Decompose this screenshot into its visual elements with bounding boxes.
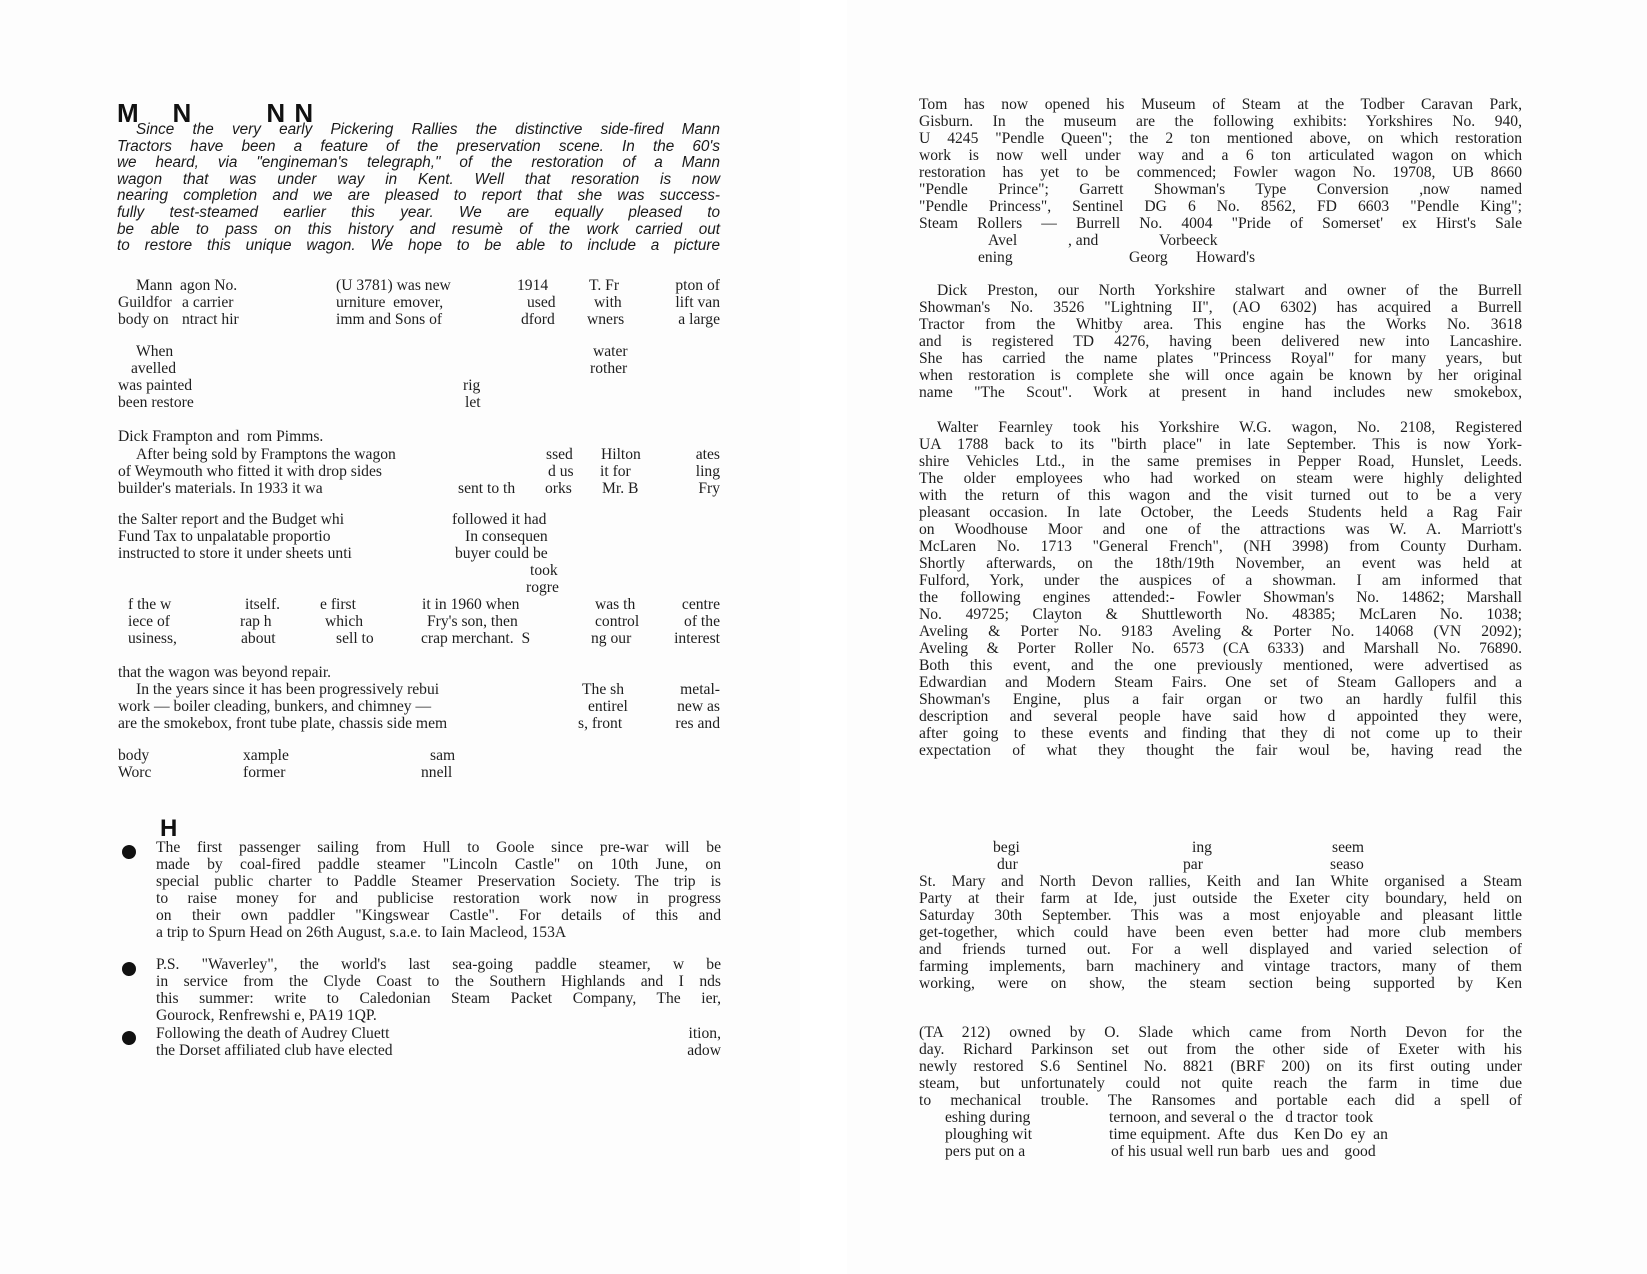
text-line: Walter Fearnley took his Yorkshire W.G. wagon, No. 2108, Registered bbox=[937, 419, 1522, 436]
fragment-text: about bbox=[241, 630, 276, 647]
fragment-text: a large bbox=[678, 311, 720, 328]
bullet-line: Gourock, Renfrewshi e, PA19 1QP. bbox=[156, 1007, 377, 1024]
fragment-text: d us bbox=[548, 463, 574, 480]
fragment-text: new as bbox=[677, 698, 720, 715]
text-line: Fulford, York, under the auspices of a showman. I am informed that bbox=[919, 572, 1522, 589]
text-line: working, were on show, the steam section being supported by Ken bbox=[919, 975, 1522, 992]
bullet-line: a trip to Spurn Head on 26th August, s.a.e. to Iain Macleod, 153A bbox=[156, 924, 567, 941]
fragment-text: dur bbox=[997, 856, 1018, 873]
text-line: work is now well under way and a 6 ton articulated wagon on which bbox=[919, 147, 1522, 164]
text-line: McLaren No. 1713 "General French", (NH 3998) from County Durham. bbox=[919, 538, 1522, 555]
intro-line: Since the very early Pickering Rallies the distinctive side-fired Mann bbox=[136, 121, 720, 138]
bullet-line: P.S. "Waverley", the world's last sea-going paddle steamer, w be bbox=[156, 956, 721, 973]
fragment-text: it in 1960 when bbox=[422, 596, 520, 613]
fragment-text: nnell bbox=[421, 764, 453, 781]
fragment-text: pers put on a bbox=[945, 1143, 1026, 1160]
fragment-text: pton of bbox=[675, 277, 720, 294]
fragment-text: of Weymouth who fitted it with drop sides bbox=[118, 463, 382, 480]
fragment-text: eshing during bbox=[945, 1109, 1031, 1126]
fragment-text: xample bbox=[243, 747, 289, 764]
fragment-text: followed it had bbox=[452, 511, 547, 528]
fragment-text: res and bbox=[675, 715, 720, 732]
fragment-text: water bbox=[593, 343, 628, 360]
fragment-text: avelled bbox=[131, 360, 177, 377]
intro-line: be able to pass on this history and resumè of the work carried out bbox=[117, 220, 720, 238]
text-line: She has carried the name plates "Princess Royal" for many years, but bbox=[919, 350, 1522, 367]
text-line: farming implements, barn machinery and vintage tractors, many of them bbox=[919, 958, 1522, 975]
fragment-text: (U 3781) was new bbox=[336, 277, 451, 294]
fragment-text: ng our bbox=[591, 630, 632, 647]
text-line: Showman's No. 3526 "Lightning II", (AO 6302) has acquired a Burrell bbox=[919, 299, 1522, 316]
fragment-text: The sh bbox=[582, 681, 625, 698]
text-line: Saturday 30th September. This was a most enjoyable and pleasant little bbox=[919, 907, 1522, 924]
fragment-text: begi bbox=[993, 839, 1020, 856]
fragment-text: body bbox=[118, 747, 150, 764]
fragment-text: ternoon, and several o the d tractor took bbox=[1109, 1109, 1374, 1126]
text-line: St. Mary and North Devon rallies, Keith and Ian White organised a Steam bbox=[919, 873, 1522, 890]
fragment-text: sell to bbox=[336, 630, 374, 647]
page-gutter bbox=[800, 0, 847, 1274]
fragment-text: Mr. B bbox=[602, 480, 639, 497]
text-line: The older employees who had worked on steam were highly delighted bbox=[919, 470, 1522, 487]
fragment-text: interest bbox=[674, 630, 720, 647]
fragment-text: In consequen bbox=[465, 528, 548, 545]
intro-paragraph bbox=[117, 122, 720, 255]
fragment-text: par bbox=[1183, 856, 1203, 873]
bullet-line: on their own paddler "Kingswear Castle". For details of this and bbox=[156, 907, 721, 924]
fragment-text: itself. bbox=[245, 596, 281, 613]
bullet-line: The first passenger sailing from Hull to Goole since pre-war will be bbox=[156, 839, 721, 856]
text-line: on Woodhouse Moor and one of the attractions was W. A. Marriott's bbox=[919, 521, 1522, 538]
fragment-text: crap merchant. S bbox=[421, 630, 531, 647]
bullet-line: ition, bbox=[688, 1025, 721, 1042]
fragment-text: agon No. bbox=[180, 277, 238, 294]
fragment-text: sam bbox=[430, 747, 456, 764]
fragment-text: usiness, bbox=[128, 630, 177, 647]
fragment-text: Fry bbox=[698, 480, 720, 497]
fragment-text: took bbox=[530, 562, 558, 579]
fragment-text: ening bbox=[978, 249, 1013, 266]
fragment-text: , and bbox=[1068, 232, 1099, 249]
intro-line: nearing completion and we are pleased to report that she was success- bbox=[117, 187, 720, 205]
fragment-text: rother bbox=[590, 360, 628, 377]
fragment-text: ssed bbox=[546, 446, 573, 463]
repair-line: that the wagon was beyond repair. bbox=[118, 664, 332, 681]
text-line: Showman's Engine, plus a fair organ or two an hardly fulfil this bbox=[919, 691, 1522, 708]
text-line: Dick Preston, our North Yorkshire stalwart and owner of the Burrell bbox=[937, 282, 1522, 299]
text-line: newly restored S.6 Sentinel No. 8821 (BRF 200) on its first outing under bbox=[919, 1058, 1522, 1075]
fragment-text: When bbox=[136, 343, 174, 360]
fragment-text: of his usual well run barb ues and good bbox=[1111, 1143, 1376, 1160]
text-line: "Pendle Prince"; Garrett Showman's Type Conversion ,now named bbox=[919, 181, 1522, 198]
fragment-text: with bbox=[594, 294, 622, 311]
text-line: to mechanical trouble. The Ransomes and portable each did a spell of bbox=[919, 1092, 1522, 1109]
article-heading: M N N N bbox=[117, 98, 315, 128]
fragment-text: f the w bbox=[128, 596, 172, 613]
fragment-text: Georg bbox=[1129, 249, 1168, 266]
bullet-icon bbox=[122, 962, 136, 976]
text-line: Aveling & Porter No. 9183 Aveling & Porter No. 14068 (VN 2092); bbox=[919, 623, 1522, 640]
text-line: with the return of this wagon and the visit turned out to be a very bbox=[919, 487, 1522, 504]
fragment-text: 1914 bbox=[517, 277, 549, 294]
fragment-text: entirel bbox=[588, 698, 628, 715]
fragment-text: orks bbox=[545, 480, 572, 497]
fragment-text: it for bbox=[600, 463, 631, 480]
fragment-text: seem bbox=[1332, 839, 1365, 856]
text-line: "Pendle Princess", Sentinel DG 6 No. 8562, FD 6603 "Pendle King"; bbox=[919, 198, 1522, 215]
fragment-text: builder's materials. In 1933 it wa bbox=[118, 480, 323, 497]
intro-line: fully test-steamed earlier this year. We are equally pleased to bbox=[117, 203, 720, 221]
section-heading: H bbox=[160, 815, 179, 842]
text-line: Tom has now opened his Museum of Steam at the Todber Caravan Park, bbox=[919, 96, 1522, 113]
text-line: and is registered TD 4276, having been delivered new into Lancashire. bbox=[919, 333, 1522, 350]
fragment-text: which bbox=[325, 613, 364, 630]
text-line: shire Vehicles Ltd., in the same premises in Pepper Road, Hunslet, Leeds. bbox=[919, 453, 1522, 470]
fragment-text: e first bbox=[320, 596, 356, 613]
bullet-line: made by coal-fired paddle steamer "Lincoln Castle" on 10th June, on bbox=[156, 856, 721, 873]
fragment-text: s, front bbox=[578, 715, 623, 732]
text-line: name "The Scout". Work at present in hand includes new smokebox, bbox=[919, 384, 1522, 401]
fragment-text: been restore bbox=[118, 394, 194, 411]
bullet-line: adow bbox=[687, 1042, 721, 1059]
fragment-text: was th bbox=[595, 596, 636, 613]
right-page bbox=[847, 0, 1647, 1274]
fragment-text: Mann bbox=[136, 277, 173, 294]
text-line: Steam Rollers — Burrell No. 4004 "Pride of Somerset' ex Hirst's Sale bbox=[919, 215, 1522, 232]
fragment-text: ntract hir bbox=[182, 311, 239, 328]
fragment-text: former bbox=[243, 764, 286, 781]
bullet-line: to raise money for and publicise restoration work now in progress bbox=[156, 890, 721, 907]
fragment-text: Fry's son, then bbox=[427, 613, 518, 630]
fragment-text: work — boiler cleading, bunkers, and chimney — bbox=[118, 698, 432, 715]
fragment-text: was painted bbox=[118, 377, 193, 394]
fragment-text: imm and Sons of bbox=[336, 311, 443, 328]
fragment-text: used bbox=[527, 294, 556, 311]
text-line: Gisburn. In the museum are the following exhibits: Yorkshires No. 940, bbox=[919, 113, 1522, 130]
bullet-line: in service from the Clyde Coast to the Southern Highlands and I nds bbox=[156, 973, 721, 990]
text-line: Aveling & Porter Roller No. 6573 (CA 6333) and Marshall No. 76890. bbox=[919, 640, 1522, 657]
fragment-text: ing bbox=[1192, 839, 1212, 856]
fragment-text: iece of bbox=[128, 613, 170, 630]
bullet-icon bbox=[122, 845, 136, 859]
fragment-text: Worc bbox=[118, 764, 152, 781]
text-line: U 4245 "Pendle Queen"; the 2 ton mentioned above, on which restoration bbox=[919, 130, 1522, 147]
text-line: get-together, which could have been even better had more club members bbox=[919, 924, 1522, 941]
fragment-text: T. Fr bbox=[589, 277, 620, 294]
text-line: the following engines attended:- Fowler Showman's No. 14862; Marshall bbox=[919, 589, 1522, 606]
text-line: Edwardian and Modern Steam Fairs. One set of Steam Gallopers and a bbox=[919, 674, 1522, 691]
fragment-text: centre bbox=[681, 596, 720, 613]
fragment-text: ates bbox=[695, 446, 720, 463]
text-line: day. Richard Parkinson set out from the other side of Exeter with his bbox=[919, 1041, 1522, 1058]
text-line: and friends turned out. For a well displayed and varied selection of bbox=[919, 941, 1522, 958]
fragment-text: rig bbox=[463, 377, 481, 394]
bullet-icon bbox=[122, 1031, 136, 1045]
text-line: after going to these events and finding that they di not come up to their bbox=[919, 725, 1522, 742]
bullet-line: the Dorset affiliated club have elected bbox=[156, 1042, 393, 1059]
fragment-text: metal- bbox=[680, 681, 720, 698]
fragment-text: control bbox=[595, 613, 640, 630]
bullet-line: this summer: write to Caledonian Steam Packet Company, The ier, bbox=[156, 990, 721, 1007]
fragment-text: of the bbox=[684, 613, 720, 630]
text-line: (TA 212) owned by O. Slade which came from North Devon for the bbox=[919, 1024, 1522, 1041]
text-line: pleasant occasion. In late October, the Leeds Students held a Rag Fair bbox=[919, 504, 1522, 521]
fragment-text: Fund Tax to unpalatable proportio bbox=[118, 528, 331, 545]
text-line: steam, but unfortunately could not quite reach the farm in time due bbox=[919, 1075, 1522, 1092]
fragment-text: ling bbox=[695, 463, 720, 480]
fragment-text: lift van bbox=[675, 294, 720, 311]
text-line: Tractor from the Whitby area. This engine has the Works No. 3618 bbox=[919, 316, 1522, 333]
frampton-line: Dick Frampton and rom Pimms. bbox=[118, 428, 324, 445]
fragment-text: a carrier bbox=[182, 294, 234, 311]
text-line: UA 1788 back to its "birth place" in late September. This is now York- bbox=[919, 436, 1522, 453]
intro-line: we heard, via "engineman's telegraph," of the restoration of a Mann bbox=[117, 154, 720, 172]
fragment-text: dford bbox=[521, 311, 555, 328]
text-line: expectation of what they thought the fair woul be, having read the bbox=[919, 742, 1522, 759]
intro-line: wagon that was under way in Kent. Well that resoration is now bbox=[117, 170, 720, 188]
fragment-text: In the years since it has been progressively rebui bbox=[136, 681, 440, 698]
fragment-text: let bbox=[465, 394, 481, 411]
fragment-text: ploughing wit bbox=[945, 1126, 1033, 1143]
intro-line: to restore this unique wagon. We hope to be able to include a picture bbox=[117, 237, 720, 255]
text-line: Shortly afterwards, on the 18th/19th November, an event was held at bbox=[919, 555, 1522, 572]
fragment-text: instructed to store it under sheets unti bbox=[118, 545, 352, 562]
text-line: No. 49725; Clayton & Shuttleworth No. 48385; McLaren No. 1038; bbox=[919, 606, 1522, 623]
fragment-text: Hilton bbox=[601, 446, 641, 463]
fragment-text: sent to th bbox=[458, 480, 516, 497]
fragment-text: body on bbox=[118, 311, 169, 328]
text-line: when restoration is complete she will once again be known by her original bbox=[919, 367, 1522, 384]
text-line: Party at their farm at Ide, just outside the Exeter city boundary, held on bbox=[919, 890, 1522, 907]
bullet-line: special public charter to Paddle Steamer Preservation Society. The trip is bbox=[156, 873, 721, 890]
intro-line: Tractors have been a feature of the preservation scene. In the 60's bbox=[117, 137, 720, 155]
fragment-text: are the smokebox, front tube plate, chassis side mem bbox=[118, 715, 448, 732]
fragment-text: Vorbeeck bbox=[1159, 232, 1218, 249]
fragment-text: urniture emover, bbox=[336, 294, 444, 311]
bullet-line: Following the death of Audrey Cluett bbox=[156, 1025, 390, 1042]
fragment-text: seaso bbox=[1330, 856, 1364, 873]
fragment-text: wners bbox=[587, 311, 625, 328]
fragment-text: rap h bbox=[240, 613, 272, 630]
fragment-text: Howard's bbox=[1196, 249, 1256, 266]
text-line: restoration has yet to be commenced; Fowler wagon No. 19708, UB 8660 bbox=[919, 164, 1522, 181]
fragment-text: rogre bbox=[526, 579, 559, 596]
fragment-text: Avel bbox=[988, 232, 1018, 249]
text-line: Both this event, and the one previously mentioned, were advertised as bbox=[919, 657, 1522, 674]
fragment-text: buyer could be bbox=[455, 545, 548, 562]
fragment-text: time equipment. Afte dus Ken Do ey an bbox=[1109, 1126, 1388, 1143]
fragment-text: After being sold by Framptons the wagon bbox=[136, 446, 396, 463]
fragment-text: Guildfor bbox=[118, 294, 172, 311]
text-line: description and several people have said how d appointed they were, bbox=[919, 708, 1522, 725]
fragment-text: the Salter report and the Budget whi bbox=[118, 511, 345, 528]
left-page bbox=[0, 0, 800, 1274]
